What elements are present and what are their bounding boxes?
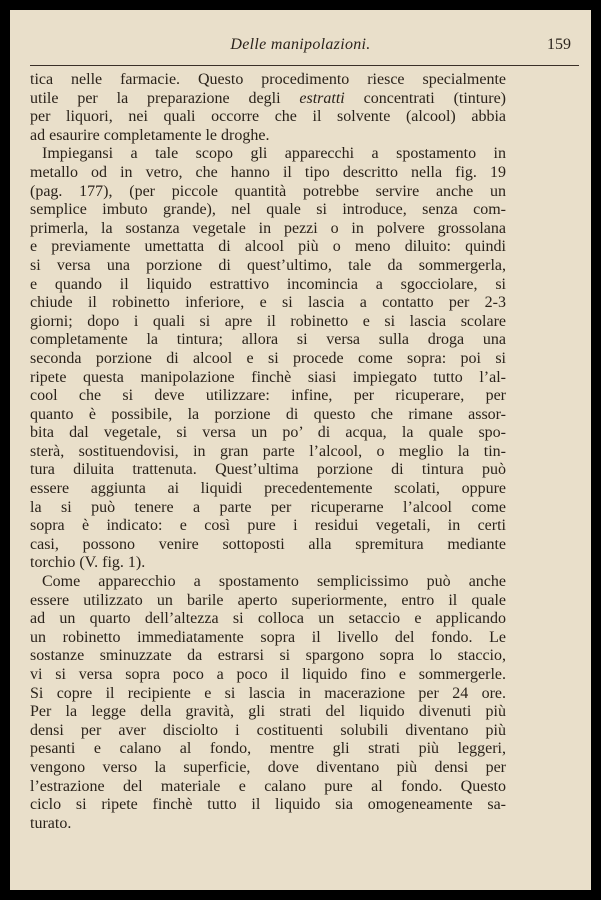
- text-line: un robinetto immediatamente sopra il livello del fondo. Le: [30, 628, 506, 646]
- text-line: essere aggiunta ai liquidi precedentemente scolati, oppure: [30, 480, 506, 498]
- text-line: la si può tenere a parte per ricuperarne l’alcool come: [30, 498, 506, 516]
- text-line: seconda porzione di alcool e si procede come sopra: poi si: [30, 349, 506, 367]
- text-line: essere utilizzato un barile aperto superiormente, entro il quale: [30, 591, 506, 609]
- text-line: metallo od in vetro, che hanno il tipo descritto nella fig. 19: [30, 163, 506, 181]
- text-line: quanto è possibile, la porzione di questo che rimane assor-: [30, 405, 506, 423]
- header-rule: [30, 65, 579, 66]
- text-line: tica nelle farmacie. Questo procedimento riesce specialmente: [30, 71, 506, 88]
- text-line: bita dal vegetale, si versa un po’ di acqua, la quale spo-: [30, 424, 506, 442]
- text-line: ad esaurire completamente le droghe.: [30, 126, 270, 144]
- text-line: ciclo si ripete finchè tutto il liquido sia omogeneamente sa-: [30, 796, 506, 814]
- text-line: densi per aver disciolto i costituenti solubili diventano più: [30, 721, 506, 739]
- text-line: sostanze sminuzzate da estrarsi si spargono sopra lo staccio,: [30, 647, 506, 665]
- text-line: utile per la preparazione degli estratti concentrati (tinture): [30, 89, 506, 107]
- text-line: Come apparecchio a spostamento semplicissimo può anche: [42, 573, 506, 591]
- text-line: vengono verso la superficie, dove diventano più densi per: [30, 758, 506, 776]
- text-line: torchio (V. fig. 1).: [30, 554, 146, 572]
- text-line: primerla, la sostanza vegetale in pezzi o in polvere grossolana: [30, 219, 506, 237]
- text-line: si versa una porzione di quest’ultimo, tale da sommergerla,: [30, 256, 506, 274]
- text-line: casi, possono venire sottoposti alla spremitura mediante: [30, 535, 506, 553]
- text-line: Si copre il recipiente e si lascia in macerazione per 24 ore.: [30, 684, 506, 702]
- text-line: Impiegansi a tale scopo gli apparecchi a spostamento in: [42, 145, 506, 163]
- text-line: sopra è indicato: e così pure i residui vegetali, in certi: [30, 517, 506, 535]
- text-line: ad un quarto dell’altezza si colloca un setaccio e applicando: [30, 610, 506, 628]
- text-line: per liquori, nei quali occorre che il solvente (alcool) abbia: [30, 108, 506, 126]
- book-page: [10, 10, 591, 890]
- text-line: semplice imbuto grande), nel quale si introduce, senza com-: [30, 201, 506, 219]
- text-line: e quando il liquido estrattivo incomincia a sgocciolare, si: [30, 275, 506, 293]
- text-line: turato.: [30, 814, 72, 832]
- text-line: l’estrazione del materiale e calano pure al fondo. Questo: [30, 777, 506, 795]
- text-line: chiude il robinetto inferiore, e si lascia a contatto per 2-3: [30, 294, 506, 312]
- text-line: completamente la tintura; allora si versa sulla droga una: [30, 331, 506, 349]
- text-line: e previamente umettatta di alcool più o meno diluito: quindi: [30, 238, 506, 256]
- text-line: ripete questa manipolazione finchè siasi impiegato tutto l’al-: [30, 368, 506, 386]
- text-line: vi si versa sopra poco a poco il liquido fino e sommergerle.: [30, 666, 506, 683]
- text-line: tura diluita trattenuta. Quest’ultima porzione di tintura può: [30, 461, 506, 479]
- text-line: (pag. 177), (per piccole quantità potrebbe servire anche un: [30, 182, 506, 200]
- header-title: Delle manipolazioni.: [230, 36, 371, 53]
- text-line: pesanti e calano al fondo, mentre gli strati più leggeri,: [30, 740, 506, 758]
- text-line: giorni; dopo i quali si apre il robinetto e si lascia scolare: [30, 312, 506, 330]
- body-text: [30, 71, 506, 833]
- text-line: cool che si deve utilizzare: infine, per ricuperare, per: [30, 387, 506, 405]
- text-line: Per la legge della gravità, gli strati del liquido divenuti più: [30, 703, 506, 721]
- text-line: sterà, sostituendovisi, in gran parte l’alcool, o meglio la tin-: [30, 442, 506, 460]
- page-number: 159: [547, 36, 571, 53]
- running-header: [30, 36, 571, 64]
